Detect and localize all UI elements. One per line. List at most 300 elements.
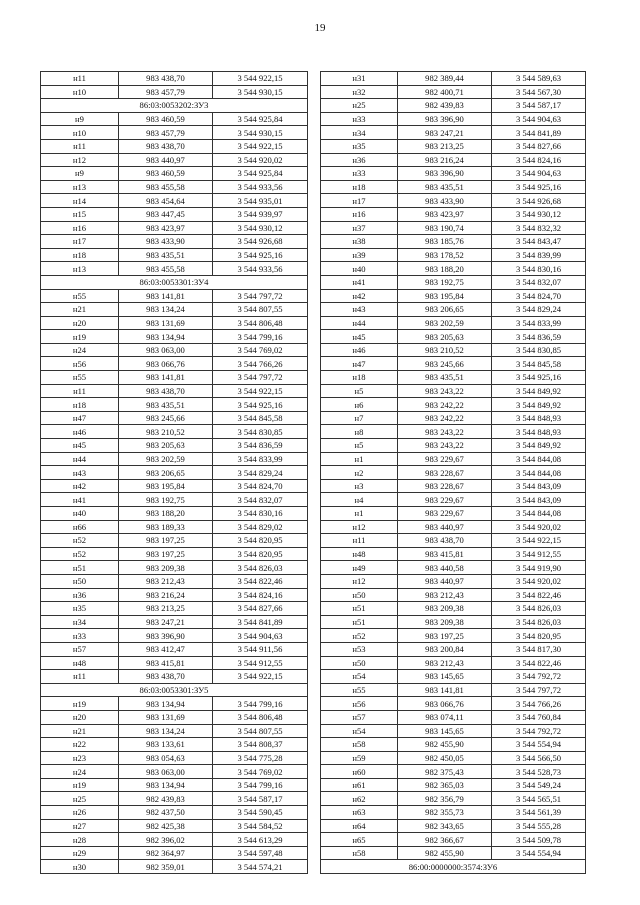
table-row	[321, 371, 586, 385]
y-coordinate: 3 544 849,92	[492, 439, 586, 453]
table-row	[321, 207, 586, 221]
table-row	[41, 792, 308, 806]
y-coordinate: 3 544 925,16	[492, 180, 586, 194]
y-coordinate: 3 544 792,72	[492, 670, 586, 684]
table-row	[321, 629, 586, 643]
point-label: н11	[41, 139, 119, 153]
x-coordinate: 983 438,70	[119, 384, 213, 398]
y-coordinate: 3 544 799,16	[213, 330, 308, 344]
y-coordinate: 3 544 935,01	[213, 194, 308, 208]
table-row	[321, 153, 586, 167]
point-label: н56	[321, 697, 398, 711]
point-label: н11	[41, 384, 119, 398]
y-coordinate: 3 544 839,99	[492, 248, 586, 262]
point-label: н9	[41, 167, 119, 181]
table-row	[41, 425, 308, 439]
y-coordinate: 3 544 797,72	[213, 371, 308, 385]
x-coordinate: 982 356,79	[398, 792, 492, 806]
x-coordinate: 983 212,43	[398, 656, 492, 670]
point-label: н64	[321, 819, 398, 833]
point-label: н50	[321, 656, 398, 670]
table-row	[321, 479, 586, 493]
page-number: 19	[314, 22, 326, 34]
point-label: н57	[41, 642, 119, 656]
y-coordinate: 3 544 797,72	[213, 289, 308, 303]
x-coordinate: 983 066,76	[119, 357, 213, 371]
point-label: н28	[41, 833, 119, 847]
x-coordinate: 983 213,25	[398, 139, 492, 153]
y-coordinate: 3 544 920,02	[492, 574, 586, 588]
x-coordinate: 982 343,65	[398, 819, 492, 833]
table-row	[41, 303, 308, 317]
x-coordinate: 983 438,70	[119, 139, 213, 153]
table-row	[41, 112, 308, 126]
y-coordinate: 3 544 925,84	[213, 167, 308, 181]
table-row	[321, 221, 586, 235]
point-label: н10	[41, 85, 119, 99]
x-coordinate: 983 190,74	[398, 221, 492, 235]
point-label: н15	[41, 207, 119, 221]
point-label: н17	[41, 235, 119, 249]
x-coordinate: 983 228,67	[398, 466, 492, 480]
x-coordinate: 983 245,66	[119, 411, 213, 425]
y-coordinate: 3 544 845,58	[492, 357, 586, 371]
point-label: н19	[41, 330, 119, 344]
y-coordinate: 3 544 925,16	[492, 371, 586, 385]
x-coordinate: 983 212,43	[398, 588, 492, 602]
y-coordinate: 3 544 565,51	[492, 792, 586, 806]
point-label: н36	[41, 588, 119, 602]
table-row	[41, 819, 308, 833]
x-coordinate: 983 433,90	[119, 235, 213, 249]
point-label: н24	[41, 765, 119, 779]
point-label: н16	[41, 221, 119, 235]
x-coordinate: 983 202,59	[119, 452, 213, 466]
table-row	[321, 534, 586, 548]
x-coordinate: 983 202,59	[398, 316, 492, 330]
point-label: н42	[41, 479, 119, 493]
table-row	[41, 248, 308, 262]
table-row	[41, 615, 308, 629]
y-coordinate: 3 544 528,73	[492, 765, 586, 779]
table-row	[321, 139, 586, 153]
point-label: н45	[41, 439, 119, 453]
y-coordinate: 3 544 808,37	[213, 738, 308, 752]
point-label: н1	[321, 507, 398, 521]
point-label: н45	[321, 330, 398, 344]
table-row	[321, 180, 586, 194]
table-row	[41, 343, 308, 357]
table-row	[321, 588, 586, 602]
y-coordinate: 3 544 832,32	[492, 221, 586, 235]
y-coordinate: 3 544 930,15	[213, 85, 308, 99]
x-coordinate: 983 457,79	[119, 126, 213, 140]
section-header-row	[41, 275, 308, 289]
x-coordinate: 983 205,63	[398, 330, 492, 344]
x-coordinate: 983 206,65	[398, 303, 492, 317]
table-row	[41, 411, 308, 425]
x-coordinate: 983 228,67	[398, 479, 492, 493]
x-coordinate: 983 247,21	[119, 615, 213, 629]
y-coordinate: 3 544 836,59	[492, 330, 586, 344]
x-coordinate: 982 455,90	[398, 846, 492, 860]
y-coordinate: 3 544 822,46	[492, 588, 586, 602]
table-row	[41, 466, 308, 480]
table-row	[41, 479, 308, 493]
point-label: н25	[41, 792, 119, 806]
table-row	[41, 561, 308, 575]
y-coordinate: 3 544 845,58	[213, 411, 308, 425]
x-coordinate: 983 447,45	[119, 207, 213, 221]
table-row	[41, 507, 308, 521]
point-label: н11	[41, 72, 119, 86]
table-row	[41, 806, 308, 820]
x-coordinate: 983 216,24	[398, 153, 492, 167]
x-coordinate: 983 205,63	[119, 439, 213, 453]
x-coordinate: 982 355,73	[398, 806, 492, 820]
y-coordinate: 3 544 830,16	[213, 507, 308, 521]
table-row	[321, 656, 586, 670]
x-coordinate: 983 212,43	[119, 574, 213, 588]
x-coordinate: 983 141,81	[119, 371, 213, 385]
point-label: н53	[321, 642, 398, 656]
x-coordinate: 983 197,25	[398, 629, 492, 643]
x-coordinate: 983 134,94	[119, 778, 213, 792]
y-coordinate: 3 544 587,17	[213, 792, 308, 806]
point-label: н11	[41, 670, 119, 684]
point-label: н62	[321, 792, 398, 806]
x-coordinate: 983 185,76	[398, 235, 492, 249]
x-coordinate: 983 074,11	[398, 710, 492, 724]
x-coordinate: 983 206,65	[119, 466, 213, 480]
point-label: н40	[41, 507, 119, 521]
x-coordinate: 983 066,76	[398, 697, 492, 711]
y-coordinate: 3 544 566,50	[492, 751, 586, 765]
x-coordinate: 983 440,58	[398, 561, 492, 575]
x-coordinate: 982 450,05	[398, 751, 492, 765]
y-coordinate: 3 544 826,03	[213, 561, 308, 575]
table-row	[41, 833, 308, 847]
table-row	[321, 710, 586, 724]
y-coordinate: 3 544 824,70	[213, 479, 308, 493]
x-coordinate: 983 460,59	[119, 112, 213, 126]
y-coordinate: 3 544 826,03	[492, 615, 586, 629]
table-row	[41, 357, 308, 371]
x-coordinate: 982 365,03	[398, 778, 492, 792]
point-label: н34	[321, 126, 398, 140]
y-coordinate: 3 544 844,08	[492, 466, 586, 480]
table-row	[321, 520, 586, 534]
x-coordinate: 983 438,70	[119, 72, 213, 86]
table-row	[41, 316, 308, 330]
x-coordinate: 983 455,58	[119, 180, 213, 194]
point-label: н5	[321, 384, 398, 398]
y-coordinate: 3 544 766,26	[213, 357, 308, 371]
table-row	[321, 765, 586, 779]
point-label: н51	[41, 561, 119, 575]
point-label: н46	[41, 425, 119, 439]
x-coordinate: 982 389,44	[398, 72, 492, 86]
y-coordinate: 3 544 933,56	[213, 262, 308, 276]
table-row	[321, 411, 586, 425]
table-row	[321, 357, 586, 371]
point-label: н12	[321, 574, 398, 588]
x-coordinate: 983 192,75	[119, 493, 213, 507]
y-coordinate: 3 544 926,68	[213, 235, 308, 249]
x-coordinate: 983 192,75	[398, 275, 492, 289]
table-row	[41, 180, 308, 194]
point-label: н60	[321, 765, 398, 779]
point-label: н59	[321, 751, 398, 765]
point-label: н41	[321, 275, 398, 289]
x-coordinate: 983 188,20	[119, 507, 213, 521]
y-coordinate: 3 544 830,16	[492, 262, 586, 276]
point-label: н50	[41, 574, 119, 588]
y-coordinate: 3 544 613,29	[213, 833, 308, 847]
point-label: н18	[321, 180, 398, 194]
x-coordinate: 983 063,00	[119, 765, 213, 779]
point-label: н26	[41, 806, 119, 820]
y-coordinate: 3 544 824,16	[213, 588, 308, 602]
point-label: н54	[321, 724, 398, 738]
point-label: н6	[321, 398, 398, 412]
point-label: н52	[41, 534, 119, 548]
y-coordinate: 3 544 822,46	[213, 574, 308, 588]
point-label: н23	[41, 751, 119, 765]
table-row	[321, 806, 586, 820]
point-label: н16	[321, 207, 398, 221]
table-row	[321, 72, 586, 86]
y-coordinate: 3 544 817,30	[492, 642, 586, 656]
x-coordinate: 983 455,58	[119, 262, 213, 276]
y-coordinate: 3 544 509,78	[492, 833, 586, 847]
x-coordinate: 982 366,67	[398, 833, 492, 847]
table-row	[321, 303, 586, 317]
y-coordinate: 3 544 806,48	[213, 710, 308, 724]
x-coordinate: 982 437,50	[119, 806, 213, 820]
table-row	[321, 112, 586, 126]
y-coordinate: 3 544 912,55	[492, 547, 586, 561]
x-coordinate: 983 242,22	[398, 398, 492, 412]
x-coordinate: 982 375,43	[398, 765, 492, 779]
table-row	[321, 819, 586, 833]
point-label: н1	[321, 452, 398, 466]
table-row	[321, 330, 586, 344]
point-label: н17	[321, 194, 398, 208]
point-label: н25	[321, 99, 398, 113]
table-row	[321, 507, 586, 521]
y-coordinate: 3 544 820,95	[492, 629, 586, 643]
y-coordinate: 3 544 843,47	[492, 235, 586, 249]
x-coordinate: 983 396,90	[398, 167, 492, 181]
point-label: н49	[321, 561, 398, 575]
x-coordinate: 983 197,25	[119, 547, 213, 561]
x-coordinate: 983 133,61	[119, 738, 213, 752]
x-coordinate: 983 435,51	[119, 248, 213, 262]
point-label: н21	[41, 724, 119, 738]
point-label: н55	[41, 289, 119, 303]
y-coordinate: 3 544 920,02	[213, 153, 308, 167]
y-coordinate: 3 544 590,45	[213, 806, 308, 820]
y-coordinate: 3 544 925,84	[213, 112, 308, 126]
x-coordinate: 983 423,97	[119, 221, 213, 235]
x-coordinate: 983 209,38	[119, 561, 213, 575]
y-coordinate: 3 544 807,55	[213, 724, 308, 738]
point-label: н20	[41, 710, 119, 724]
x-coordinate: 983 454,64	[119, 194, 213, 208]
y-coordinate: 3 544 843,09	[492, 493, 586, 507]
section-header-row	[41, 99, 308, 113]
y-coordinate: 3 544 841,89	[213, 615, 308, 629]
x-coordinate: 983 229,67	[398, 507, 492, 521]
point-label: н57	[321, 710, 398, 724]
table-row	[41, 139, 308, 153]
point-label: н56	[41, 357, 119, 371]
point-label: н12	[41, 153, 119, 167]
point-label: н19	[41, 778, 119, 792]
cadastral-number: 86:03:0053301:ЗУ5	[41, 683, 308, 697]
section-header-row	[321, 860, 586, 874]
y-coordinate: 3 544 807,55	[213, 303, 308, 317]
y-coordinate: 3 544 584,52	[213, 819, 308, 833]
x-coordinate: 983 242,22	[398, 411, 492, 425]
x-coordinate: 983 209,38	[398, 615, 492, 629]
table-row	[41, 371, 308, 385]
y-coordinate: 3 544 829,24	[213, 466, 308, 480]
y-coordinate: 3 544 848,93	[492, 425, 586, 439]
table-row	[41, 642, 308, 656]
table-row	[321, 683, 586, 697]
table-row	[41, 153, 308, 167]
x-coordinate: 982 425,38	[119, 819, 213, 833]
point-label: н30	[41, 860, 119, 874]
table-row	[41, 602, 308, 616]
point-label: н48	[41, 656, 119, 670]
x-coordinate: 983 145,65	[398, 724, 492, 738]
y-coordinate: 3 544 930,15	[213, 126, 308, 140]
point-label: н22	[41, 738, 119, 752]
table-row	[41, 656, 308, 670]
point-label: н55	[41, 371, 119, 385]
table-row	[321, 384, 586, 398]
point-label: н61	[321, 778, 398, 792]
point-label: н52	[41, 547, 119, 561]
y-coordinate: 3 544 799,16	[213, 697, 308, 711]
table-row	[41, 262, 308, 276]
x-coordinate: 982 439,83	[119, 792, 213, 806]
x-coordinate: 983 145,65	[398, 670, 492, 684]
table-row	[41, 72, 308, 86]
point-label: н54	[321, 670, 398, 684]
point-label: н13	[41, 262, 119, 276]
x-coordinate: 983 433,90	[398, 194, 492, 208]
y-coordinate: 3 544 912,55	[213, 656, 308, 670]
table-row	[41, 235, 308, 249]
y-coordinate: 3 544 920,02	[492, 520, 586, 534]
y-coordinate: 3 544 826,03	[492, 602, 586, 616]
y-coordinate: 3 544 830,85	[213, 425, 308, 439]
x-coordinate: 983 195,84	[398, 289, 492, 303]
y-coordinate: 3 544 829,24	[492, 303, 586, 317]
y-coordinate: 3 544 820,95	[213, 547, 308, 561]
point-label: н18	[41, 398, 119, 412]
table-row	[41, 710, 308, 724]
point-label: н47	[41, 411, 119, 425]
y-coordinate: 3 544 904,63	[213, 629, 308, 643]
y-coordinate: 3 544 930,12	[213, 221, 308, 235]
x-coordinate: 983 243,22	[398, 425, 492, 439]
table-row	[321, 316, 586, 330]
y-coordinate: 3 544 904,63	[492, 112, 586, 126]
x-coordinate: 982 439,83	[398, 99, 492, 113]
x-coordinate: 982 455,90	[398, 738, 492, 752]
point-label: н38	[321, 235, 398, 249]
table-row	[321, 425, 586, 439]
table-row	[41, 439, 308, 453]
table-row	[41, 384, 308, 398]
point-label: н27	[41, 819, 119, 833]
table-row	[41, 534, 308, 548]
table-row	[321, 275, 586, 289]
table-row	[321, 85, 586, 99]
table-row	[41, 574, 308, 588]
table-row	[321, 289, 586, 303]
point-label: н2	[321, 466, 398, 480]
y-coordinate: 3 544 911,56	[213, 642, 308, 656]
point-label: н43	[41, 466, 119, 480]
x-coordinate: 983 178,52	[398, 248, 492, 262]
y-coordinate: 3 544 554,94	[492, 846, 586, 860]
point-label: н52	[321, 629, 398, 643]
point-label: н43	[321, 303, 398, 317]
x-coordinate: 983 457,79	[119, 85, 213, 99]
point-label: н19	[41, 697, 119, 711]
point-label: н51	[321, 602, 398, 616]
y-coordinate: 3 544 832,07	[213, 493, 308, 507]
y-coordinate: 3 544 926,68	[492, 194, 586, 208]
table-row	[321, 670, 586, 684]
table-row	[321, 452, 586, 466]
x-coordinate: 983 440,97	[398, 520, 492, 534]
x-coordinate: 983 460,59	[119, 167, 213, 181]
table-row	[321, 751, 586, 765]
x-coordinate: 983 396,90	[119, 629, 213, 643]
table-row	[321, 398, 586, 412]
table-row	[321, 561, 586, 575]
point-label: н11	[321, 534, 398, 548]
table-row	[321, 343, 586, 357]
point-label: н36	[321, 153, 398, 167]
table-row	[321, 126, 586, 140]
point-label: н66	[41, 520, 119, 534]
table-row	[321, 574, 586, 588]
y-coordinate: 3 544 849,92	[492, 398, 586, 412]
point-label: н34	[41, 615, 119, 629]
table-row	[321, 194, 586, 208]
point-label: н40	[321, 262, 398, 276]
table-row	[41, 846, 308, 860]
point-label: н29	[41, 846, 119, 860]
table-row	[321, 262, 586, 276]
y-coordinate: 3 544 904,63	[492, 167, 586, 181]
y-coordinate: 3 544 922,15	[213, 384, 308, 398]
y-coordinate: 3 544 930,12	[492, 207, 586, 221]
table-row	[321, 615, 586, 629]
y-coordinate: 3 544 939,97	[213, 207, 308, 221]
table-row	[41, 547, 308, 561]
x-coordinate: 983 247,21	[398, 126, 492, 140]
y-coordinate: 3 544 760,84	[492, 710, 586, 724]
